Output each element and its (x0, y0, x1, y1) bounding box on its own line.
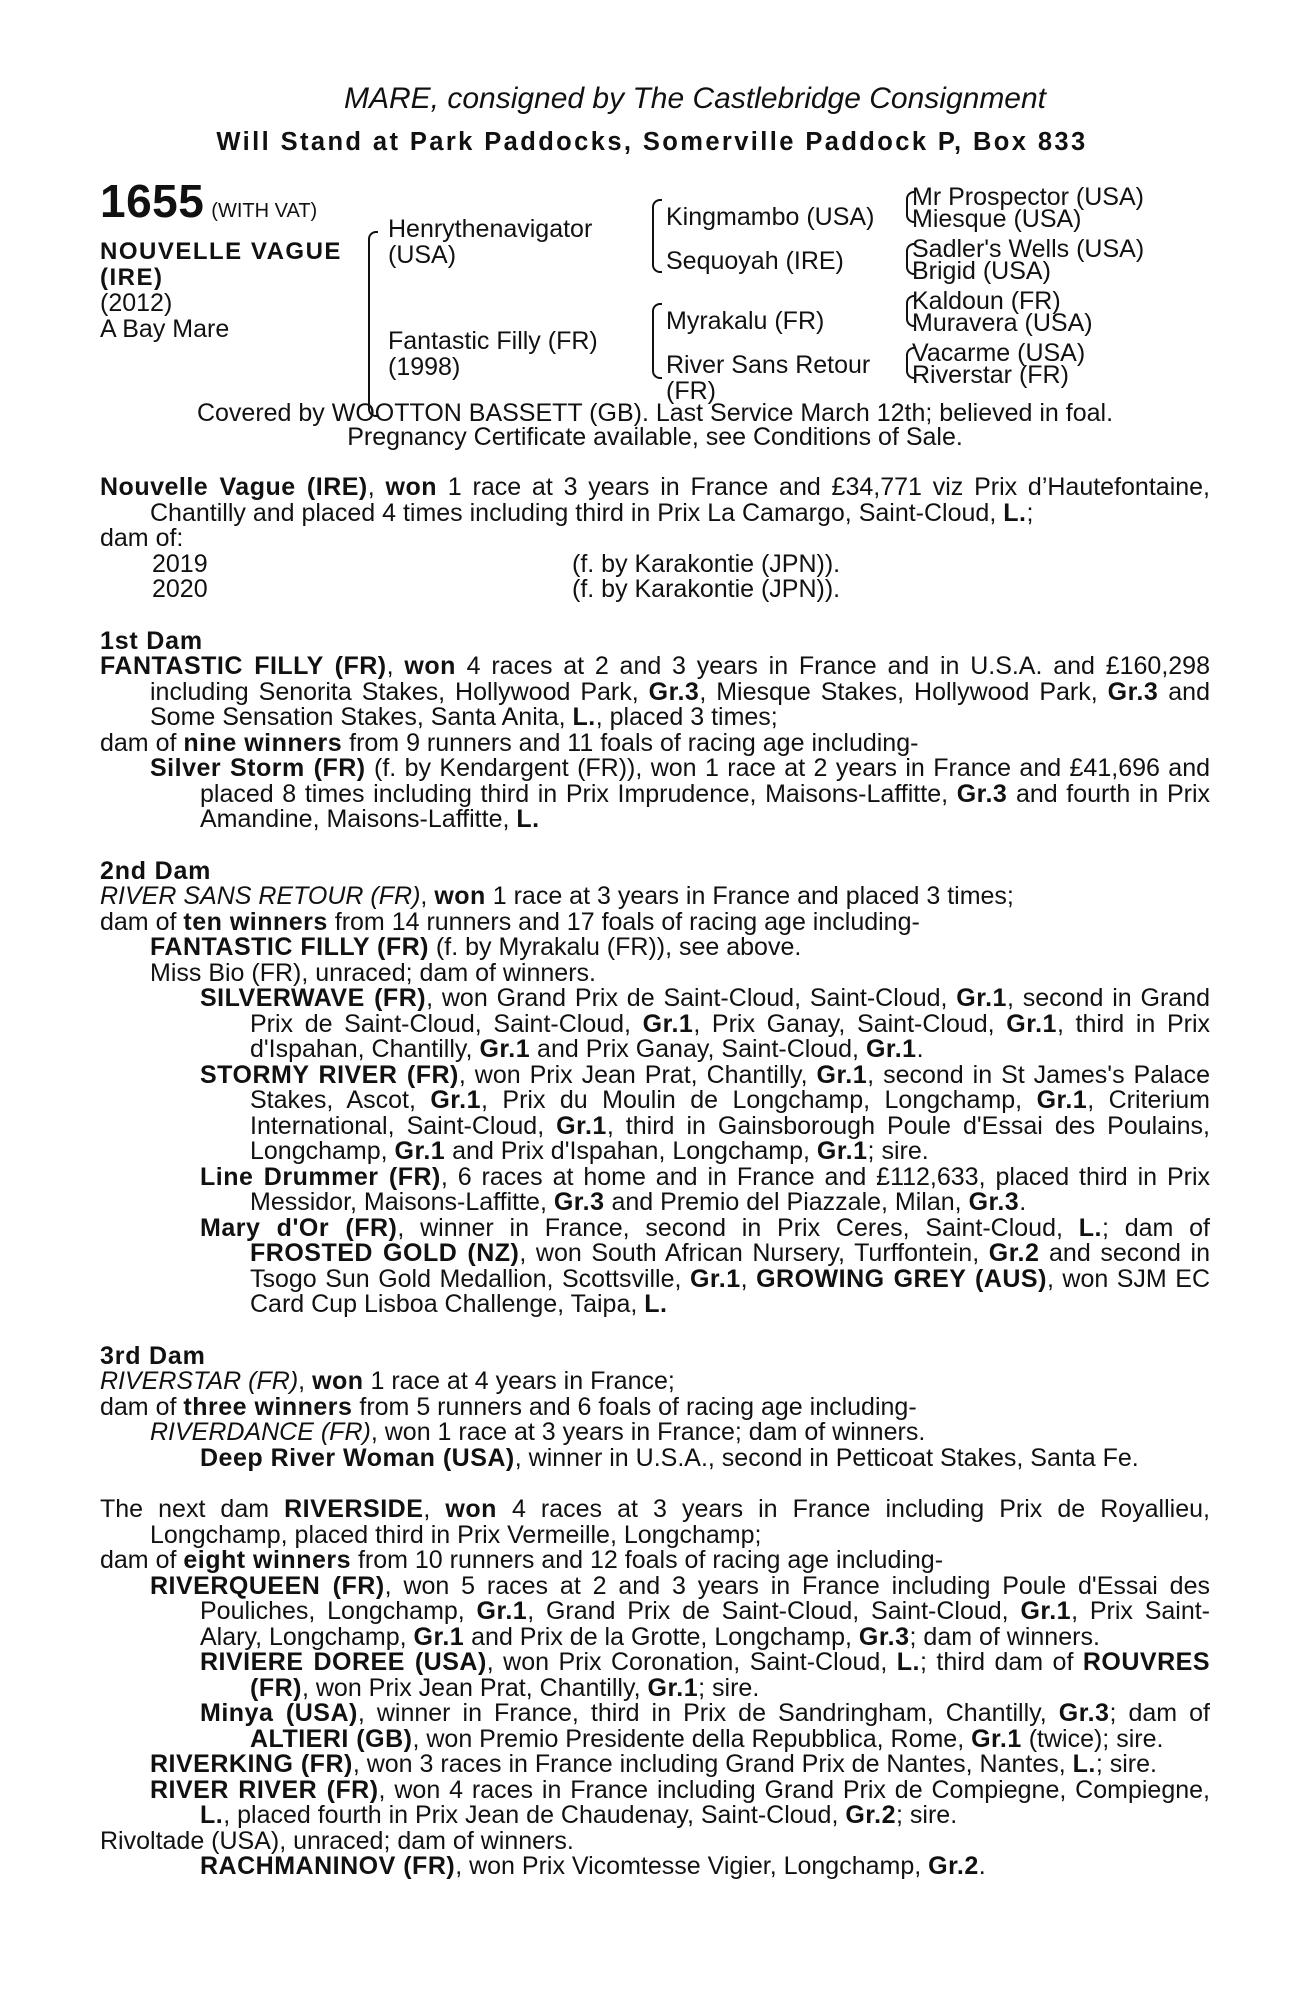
next-dam-section: The next dam RIVERSIDE, won 4 races at 3 years in France including Prix de Royallieu, Longchamp, placed third in Prix Vermeille, Longchamp; dam of eight winners from 10 runners and 12 foals of racing age including- RIVERQUEEN (FR), won 5 races at 2 and 3 years in France including Poule d'Essai des Pouliches, Longchamp, Gr.1, Grand Prix de Saint-Cloud, Saint-Cloud, Gr.1, Prix Saint-Alary, Longchamp, Gr.1 and Prix de la Grotte, Longchamp, Gr.3; dam of winners. RIVIERE DOREE (USA), won Prix Coronation, Saint-Cloud, L.; third dam of ROUVRES (FR), won Prix Jean Prat, Chantilly, Gr.1; sire. Minya (USA), winner in France, third in Prix de Sandringham, Chantilly, Gr.3; dam of ALTIERI (GB), won Premio Presidente della Repubblica, Rome, Gr.1 (twice); sire. RIVERKING (FR), won 3 races in France including Grand Prix de Nantes, Nantes, L.; sire. RIVER RIVER (FR), won 4 races in France including Grand Prix de Compiegne, Compiegne, L., placed fourth in Prix Jean de Chaudenay, Saint-Cloud, Gr.2; sire. Rivoltade (USA), unraced; dam of winners. RACHMANINOV (FR), won Prix Vicomtesse Vigier, Longchamp, Gr.2. (100, 1495, 1210, 1880)
dam-dam-country: (FR) (666, 377, 716, 405)
dds: Vacarme (USA) (912, 339, 1086, 367)
progeny-entry: Rivoltade (USA), unraced; dam of winners. (100, 1826, 574, 1855)
progeny-entry: RIVER RIVER (FR), won 4 races in France including Grand Prix de Compiegne, Compiegne, L., placed fourth in Prix Jean de Chaudenay, Saint-Cloud, Gr.2; sire. (150, 1775, 1210, 1829)
progeny-entry: SILVERWAVE (FR), won Grand Prix de Saint-Cloud, Saint-Cloud, Gr.1, second in Grand Prix de Saint-Cloud, Saint-Cloud, Gr.1, Prix Ganay, Saint-Cloud, Gr.1, third in Prix d'Ispahan, Chantilly, Gr.1 and Prix Ganay, Saint-Cloud, Gr.1. (200, 984, 1211, 1063)
section-heading: 3rd Dam (100, 1341, 206, 1370)
lot-number: 1655 (100, 175, 205, 227)
progeny-entry: RACHMANINOV (FR), won Prix Vicomtesse Vigier, Longchamp, Gr.2. (200, 1852, 986, 1880)
dam-name: Fantastic Filly (FR) (388, 327, 598, 355)
progeny-entry: Minya (USA), winner in France, third in Prix de Sandringham, Chantilly, Gr.3; dam of ALTIERI (GB), won Premio Presidente della Repubblica, Rome, Gr.1 (twice); sire. (200, 1699, 1210, 1753)
progeny-entry: STORMY RIVER (FR), won Prix Jean Prat, Chantilly, Gr.1, second in St James's Palace Stakes, Ascot, Gr.1, Prix du Moulin de Longchamp, Longchamp, Gr.1, Criterium International, Saint-Cloud, Gr.1, third in Gainsborough Poule d'Essai des Poulains, Longchamp, Gr.1 and Prix d'Ispahan, Longchamp, Gr.1; sire. (200, 1060, 1210, 1165)
progeny-entry: RIVERKING (FR), won 3 races in France including Grand Prix de Nantes, Nantes, L.; sire. (150, 1750, 1157, 1778)
progeny-entry: Silver Storm (FR) (f. by Kendargent (FR)), won 1 race at 2 years in France and £41,696 and placed 8 times including third in Prix Imprudence, Maisons-Laffitte, Gr.3 and fourth in Prix Amandine, Maisons-Laffitte, L. (150, 754, 1211, 833)
sire-dam: Sequoyah (IRE) (666, 247, 844, 275)
sire-name: Henrythenavigator (388, 215, 593, 243)
bracket (368, 231, 378, 417)
progeny-entry: RIVERDANCE (FR), won 1 race at 3 years in France; dam of winners. (150, 1418, 926, 1446)
third-dam-section: 3rd Dam RIVERSTAR (FR), won 1 race at 4 years in France; dam of three winners from 5 runners and 6 foals of racing age including- RIVERDANCE (FR), won 1 race at 3 years in France; dam of winners. Deep River Woman (USA), winner in U.S.A., second in Petticoat Stakes, Santa Fe. (100, 1344, 1210, 1472)
section-heading: 1st Dam (100, 626, 203, 655)
horse-name-country: (IRE) (100, 264, 164, 291)
bracket (652, 199, 662, 273)
progeny-entry: RIVERQUEEN (FR), won 5 races at 2 and 3 years in France including Poule d'Essai des Pouliches, Longchamp, Gr.1, Grand Prix de Saint-Cloud, Saint-Cloud, Gr.1, Prix Saint-Alary, Longchamp, Gr.1 and Prix de la Grotte, Longchamp, Gr.3; dam of winners. (150, 1571, 1210, 1651)
stand-location: Will Stand at Park Paddocks, Somerville Paddock P, Box 833 (216, 127, 1088, 156)
pregnancy-line: Pregnancy Certificate available, see Conditions of Sale. (347, 423, 963, 451)
progeny-entry: Line Drummer (FR), 6 races at home and in France and £112,633, placed third in Prix Messidor, Maisons-Laffitte, Gr.3 and Premio del Piazzale, Milan, Gr.3. (200, 1162, 1211, 1216)
ssd: Miesque (USA) (912, 205, 1082, 233)
dam-dam: River Sans Retour (666, 351, 871, 379)
covered-line: Covered by WOOTTON BASSETT (GB). Last Service March 12th; believed in foal. (196, 399, 1114, 427)
sire-sire: Kingmambo (USA) (666, 203, 875, 231)
vat-label: (WITH VAT) (211, 200, 318, 222)
ddd: Riverstar (FR) (912, 361, 1069, 389)
catalogue-page (100, 80, 1210, 1880)
first-dam-section: 1st Dam FANTASTIC FILLY (FR), won 4 races at 2 and 3 years in France and in U.S.A. and £160,298 including Senorita Stakes, Hollywood Park, Gr.3, Miesque Stakes, Hollywood Park, Gr.3 and Some Sensation Stakes, Santa Anita, L., placed 3 times; dam of nine winners from 9 runners and 11 foals of racing age including- Silver Storm (FR) (f. by Kendargent (FR)), won 1 race at 2 years in France and £41,696 and placed 8 times including third in Prix Imprudence, Maisons-Laffitte, Gr.3 and fourth in Prix Amandine, Maisons-Laffitte, L. (100, 626, 1211, 833)
bracket (652, 303, 662, 379)
mare-section (100, 475, 1210, 603)
progeny-entry: Mary d'Or (FR), winner in France, second in Prix Ceres, Saint-Cloud, L.; dam of FROSTED GOLD (NZ), won South African Nursery, Turffontein, Gr.2 and second in Tsogo Sun Gold Medallion, Scottsville, Gr.1, GROWING GREY (AUS), won SJM EC Card Cup Lisboa Challenge, Taipa, L. (200, 1213, 1210, 1318)
dam-of-label: dam of: (100, 524, 184, 552)
pedigree-table (100, 175, 1210, 451)
second-dam-section: 2nd Dam RIVER SANS RETOUR (FR), won 1 race at 3 years in France and placed 3 times; dam of ten winners from 14 runners and 17 foals of racing age including- FANTASTIC FILLY (FR) (f. by Myrakalu (FR)), see above. Miss Bio (FR), unraced; dam of winners. SILVERWAVE (FR), won Grand Prix de Saint-Cloud, Saint-Cloud, Gr.1, second in Grand Prix de Saint-Cloud, Saint-Cloud, Gr.1, Prix Ganay, Saint-Cloud, Gr.1, third in Prix d'Ispahan, Chantilly, Gr.1 and Prix Ganay, Saint-Cloud, Gr.1. STORMY RIVER (FR), won Prix Jean Prat, Chantilly, Gr.1, second in St James's Palace Stakes, Ascot, Gr.1, Prix du Moulin de Longchamp, Longchamp, Gr.1, Criterium International, Saint-Cloud, Gr.1, third in Gainsborough Poule d'Essai des Poulains, Longchamp, Gr.1 and Prix d'Ispahan, Longchamp, Gr.1; sire. Line Drummer (FR), 6 races at home and in France and £112,633, placed third in Prix Messidor, Maisons-Laffitte, Gr.3 and Premio del Piazzale, Milan, Gr.3. Mary d'Or (FR), winner in France, second in Prix Ceres, Saint-Cloud, L.; dam of FROSTED GOLD (NZ), won South African Nursery, Turffontein, Gr.2 and second in Tsogo Sun Gold Medallion, Scottsville, Gr.1, GROWING GREY (AUS), won SJM EC Card Cup Lisboa Challenge, Taipa, L. (100, 856, 1211, 1318)
foal-row: 2019 (f. by Karakontie (JPN)). (152, 549, 841, 578)
foal-row: 2020 (f. by Karakontie (JPN)). (152, 575, 841, 603)
dss: Kaldoun (FR) (912, 287, 1061, 315)
sds: Sadler's Wells (USA) (912, 235, 1145, 263)
progeny-entry: FANTASTIC FILLY (FR) (f. by Myrakalu (FR)), see above. (150, 933, 802, 961)
progeny-entry: Deep River Woman (USA), winner in U.S.A., second in Petticoat Stakes, Santa Fe. (200, 1443, 1139, 1472)
horse-description: A Bay Mare (100, 315, 230, 343)
dam-sire: Myrakalu (FR) (666, 307, 825, 335)
lot-number-line (100, 175, 318, 227)
sss: Mr Prospector (USA) (912, 183, 1144, 211)
progeny-entry: Miss Bio (FR), unraced; dam of winners. (150, 958, 596, 987)
dsd: Muravera (USA) (912, 309, 1093, 337)
consignment-line: MARE, consigned by The Castlebridge Consignment (343, 82, 1047, 115)
sire-country: (USA) (388, 241, 457, 269)
section-heading: 2nd Dam (100, 856, 212, 885)
horse-name: NOUVELLE VAGUE (100, 238, 342, 265)
mare-record: Nouvelle Vague (IRE), won 1 race at 3 years in France and £34,771 viz Prix d’Hautefontaine, Chantilly and placed 4 times including third in Prix La Camargo, Saint-Cloud, L.; (100, 473, 1210, 527)
progeny-entry: RIVIERE DOREE (USA), won Prix Coronation, Saint-Cloud, L.; third dam of ROUVRES (FR), won Prix Jean Prat, Chantilly, Gr.1; sire. (200, 1648, 1210, 1702)
horse-year: (2012) (100, 289, 173, 317)
dam-year: (1998) (388, 353, 461, 381)
sdd: Brigid (USA) (912, 257, 1051, 285)
